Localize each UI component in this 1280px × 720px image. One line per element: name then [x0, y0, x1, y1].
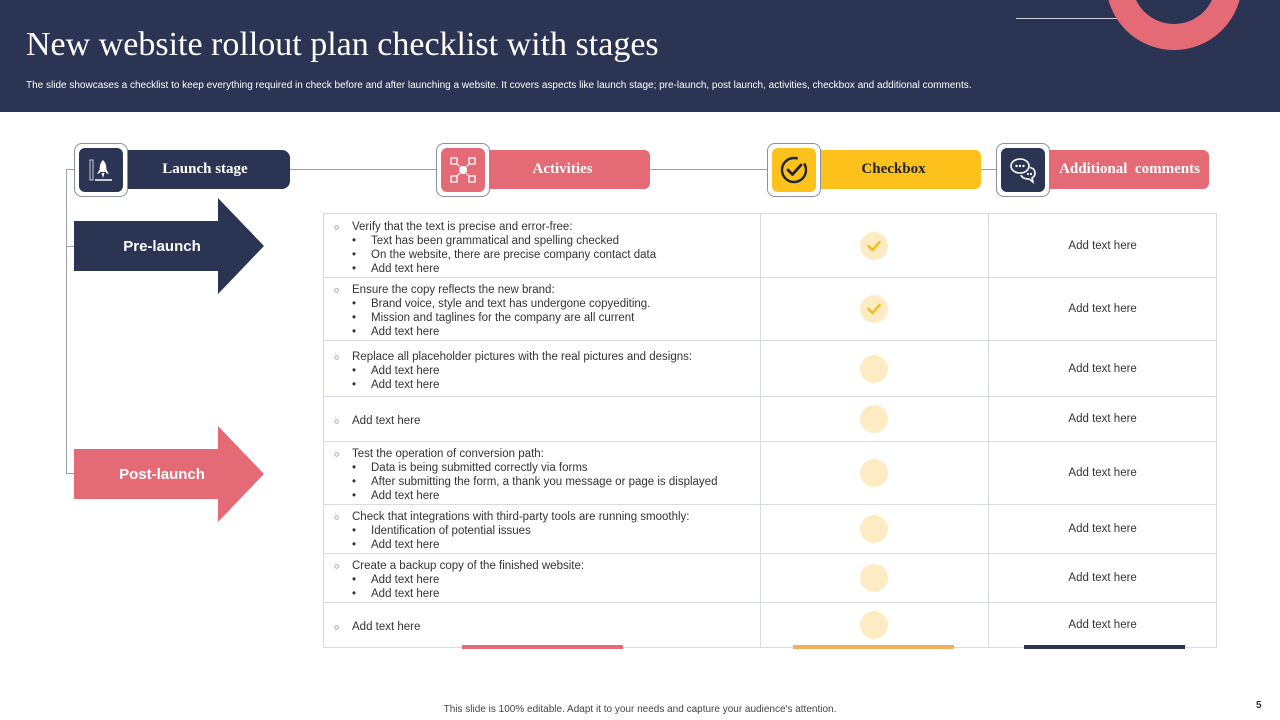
circle-bullet-icon: ○	[334, 416, 340, 426]
empty-checkbox[interactable]	[860, 564, 888, 592]
stage-pre-launch	[74, 198, 264, 294]
activity-sub-text: Text has been grammatical and spelling checked	[371, 234, 620, 247]
checkbox-cell	[761, 214, 990, 277]
activity-cell	[324, 397, 761, 441]
checkbox-icon-box	[767, 143, 821, 197]
activity-main-item	[334, 414, 760, 428]
checkbox-cell	[761, 603, 990, 647]
bullet-icon: •	[352, 298, 357, 310]
column-header-label: Activities	[532, 161, 593, 177]
bullet-icon: •	[352, 262, 357, 275]
activity-cell	[324, 278, 761, 340]
activity-main-text: Verify that the text is precise and error-free:	[352, 220, 573, 233]
page-number: 5	[1256, 700, 1262, 711]
circle-bullet-icon: ○	[334, 622, 340, 632]
circle-bullet-icon: ○	[334, 561, 340, 571]
comment-cell: Add text here	[989, 603, 1217, 647]
activity-main-text: Create a backup copy of the finished website:	[352, 560, 585, 572]
table-row	[324, 214, 1217, 278]
empty-checkbox[interactable]	[860, 355, 888, 383]
check-circle-icon	[772, 148, 816, 192]
activity-cell	[324, 505, 761, 553]
comment-cell: Add text here	[989, 278, 1217, 340]
activity-main-item	[334, 283, 760, 297]
checkbox-cell	[761, 397, 990, 441]
checkbox-accent-bar	[793, 645, 954, 649]
activity-sub-text: Add text here	[371, 262, 440, 275]
comments-icon-box	[996, 143, 1050, 197]
checked-checkbox[interactable]	[860, 295, 888, 323]
activity-sub-item	[334, 538, 760, 552]
bullet-icon: •	[352, 588, 357, 600]
activity-cell	[324, 554, 761, 602]
stage-connector-line	[66, 169, 67, 473]
checkbox-cell	[761, 278, 990, 340]
network-icon	[441, 148, 485, 192]
activity-sub-item	[334, 248, 760, 262]
empty-checkbox[interactable]	[860, 459, 888, 487]
bullet-icon: •	[352, 326, 357, 338]
activity-cell	[324, 341, 761, 396]
activity-sub-item	[334, 262, 760, 276]
activity-sub-item	[334, 234, 760, 248]
checklist-table	[323, 213, 1217, 648]
comment-cell: Add text here	[989, 554, 1217, 602]
activity-main-item	[334, 220, 760, 234]
activity-main-item	[334, 447, 760, 461]
activity-main-text: Replace all placeholder pictures with the real pictures and designs:	[352, 350, 693, 363]
activity-sub-item	[334, 461, 760, 475]
activity-sub-text: Add text here	[371, 588, 440, 600]
activity-cell	[324, 214, 761, 277]
checkbox-cell	[761, 505, 990, 553]
activity-sub-item	[334, 311, 760, 325]
circle-bullet-icon: ○	[334, 512, 340, 522]
activity-main-item	[334, 350, 760, 364]
bullet-icon: •	[352, 312, 357, 324]
activity-sub-text: After submitting the form, a thank you message or page is displayed	[371, 476, 718, 488]
activity-main-item	[334, 620, 760, 634]
table-row	[324, 554, 1217, 603]
comment-cell: Add text here	[989, 214, 1217, 277]
activity-sub-item	[334, 364, 760, 378]
table-row	[324, 505, 1217, 554]
bullet-icon: •	[352, 364, 357, 377]
activity-sub-item	[334, 475, 760, 489]
circle-bullet-icon: ○	[334, 285, 340, 295]
empty-checkbox[interactable]	[860, 515, 888, 543]
bullet-icon: •	[352, 574, 357, 586]
checkbox-cell	[761, 442, 990, 504]
bullet-icon: •	[352, 539, 357, 551]
activities-accent-bar	[462, 645, 623, 649]
activity-sub-text: Add text here	[371, 326, 440, 338]
table-row	[324, 397, 1217, 442]
launch-stage-icon-box	[74, 143, 128, 197]
activity-sub-text: Data is being submitted correctly via forms	[371, 462, 588, 474]
activity-sub-text: On the website, there are precise company contact data	[371, 248, 657, 261]
column-header-label: Launch stage	[162, 161, 248, 177]
slide-header	[0, 0, 1280, 112]
stage-label: Pre-launch	[123, 237, 201, 255]
activity-sub-item	[334, 489, 760, 503]
checked-checkbox[interactable]	[860, 232, 888, 260]
activity-sub-item	[334, 573, 760, 587]
decorative-ring	[1106, 0, 1242, 50]
stage-label: Post-launch	[119, 465, 205, 483]
activity-sub-item	[334, 587, 760, 601]
bullet-icon: •	[352, 490, 357, 502]
activity-sub-text: Add text here	[371, 490, 440, 502]
column-header-activities	[475, 150, 650, 189]
bullet-icon: •	[352, 462, 357, 474]
table-row	[324, 341, 1217, 397]
footer-note: This slide is 100% editable. Adapt it to your needs and capture your audience's attention.	[443, 704, 837, 715]
empty-checkbox[interactable]	[860, 405, 888, 433]
bullet-icon: •	[352, 234, 357, 247]
bullet-icon: •	[352, 525, 357, 537]
comments-accent-bar	[1024, 645, 1185, 649]
circle-bullet-icon: ○	[334, 221, 340, 232]
checkmark-icon	[865, 237, 883, 255]
checkbox-cell	[761, 341, 990, 396]
activity-main-text: Add text here	[352, 415, 421, 427]
column-header-launch-stage	[120, 150, 290, 189]
page-subtitle: The slide showcases a checklist to keep everything required in check before and after launching a website. It covers aspects like launch stage; pre-launch, post launch, activities, checkbox and additional comments.	[26, 80, 972, 91]
activity-sub-text: Add text here	[371, 539, 440, 551]
comment-cell: Add text here	[989, 341, 1217, 396]
page-title: New website rollout plan checklist with stages	[26, 26, 659, 63]
activity-sub-text: Identification of potential issues	[371, 525, 531, 537]
activity-sub-text: Add text here	[371, 364, 440, 377]
activity-main-text: Ensure the copy reflects the new brand:	[352, 284, 555, 296]
checkbox-cell	[761, 554, 990, 602]
comment-cell: Add text here	[989, 397, 1217, 441]
comment-cell: Add text here	[989, 442, 1217, 504]
activity-sub-item	[334, 524, 760, 538]
activity-main-item	[334, 510, 760, 524]
chat-bubbles-icon	[1001, 148, 1045, 192]
activity-main-item	[334, 559, 760, 573]
bullet-icon: •	[352, 476, 357, 488]
activity-main-text: Add text here	[352, 621, 421, 633]
activity-sub-text: Brand voice, style and text has undergone copyediting.	[371, 298, 651, 310]
column-header-label: Checkbox	[861, 161, 926, 177]
table-row	[324, 603, 1217, 648]
column-header-checkbox	[806, 150, 981, 189]
activity-sub-item	[334, 297, 760, 311]
circle-bullet-icon: ○	[334, 449, 340, 459]
activity-cell	[324, 442, 761, 504]
bullet-icon: •	[352, 248, 357, 261]
activity-sub-text: Add text here	[371, 574, 440, 586]
activity-main-text: Check that integrations with third-party tools are running smoothly:	[352, 511, 690, 523]
empty-checkbox[interactable]	[860, 611, 888, 639]
activity-sub-item	[334, 325, 760, 339]
activity-sub-text: Add text here	[371, 378, 440, 391]
column-header-label: Additional comments	[1059, 161, 1200, 177]
stage-post-launch	[74, 426, 264, 522]
activity-sub-item	[334, 378, 760, 392]
table-row	[324, 442, 1217, 505]
table-row	[324, 278, 1217, 341]
circle-bullet-icon: ○	[334, 351, 340, 362]
bullet-icon: •	[352, 378, 357, 391]
activity-cell	[324, 603, 761, 647]
activity-sub-text: Mission and taglines for the company are all current	[371, 312, 635, 324]
column-header-comments	[1036, 150, 1209, 189]
comment-cell: Add text here	[989, 505, 1217, 553]
activity-main-text: Test the operation of conversion path:	[352, 448, 544, 460]
activities-icon-box	[436, 143, 490, 197]
checkmark-icon	[865, 300, 883, 318]
rocket-icon	[79, 148, 123, 192]
